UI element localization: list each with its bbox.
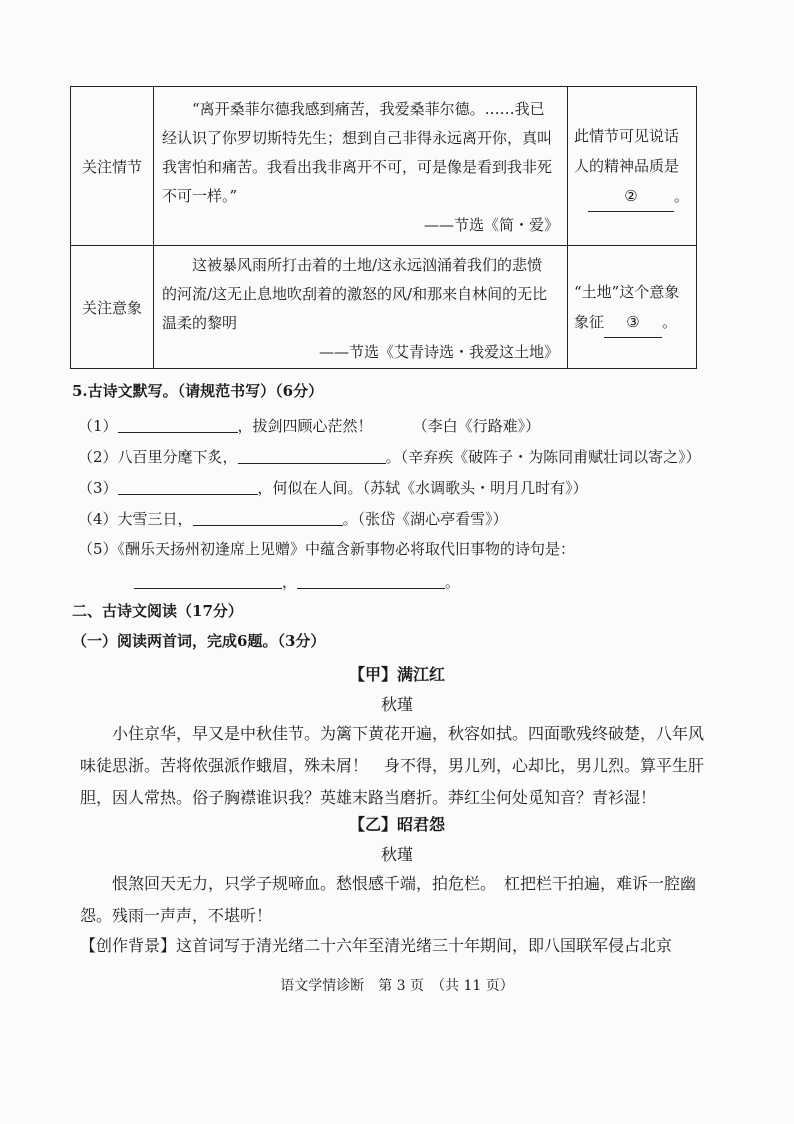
page-footer: 语文学情诊断 第 3 页 （共 11 页） bbox=[280, 978, 514, 994]
row-label: 关注意象 bbox=[71, 246, 154, 369]
section-title: 二、古诗文阅读（17分） bbox=[72, 602, 243, 620]
answer-blank[interactable]: ③ bbox=[604, 307, 662, 338]
passage-text: “离开桑菲尔德我感到痛苦，我爱桑菲尔德。……我已 经认识了你罗切斯特先生；想到自己非得永远离开你，真叫 我害怕和痛苦。我看出我非离开不可，可是像是看到我非死 不可一样。” bbox=[162, 100, 553, 205]
question-text: 此情节可见说话人的精神品质是 ② 。 bbox=[568, 121, 696, 212]
row-label: 关注情节 bbox=[71, 87, 154, 246]
passage-text: 这被暴风雨所打击着的土地/这永远汹涌着我们的悲愤 的河流/这无止息地吹刮着的激怒的风/和那来自林间的无比 温柔的黎明 bbox=[162, 255, 548, 332]
table-row bbox=[71, 87, 697, 246]
answer-blank[interactable] bbox=[297, 570, 445, 589]
poem-title: 【乙】昭君怨 bbox=[348, 815, 445, 834]
poem-author: 秋瑾 bbox=[380, 695, 413, 714]
poem-text: 恨煞回天无力，只学子规啼血。愁恨感千端，拍危栏。 杠把栏干拍遍，难诉一腔幽怨。残雨一声声，不堪听！ bbox=[80, 874, 697, 925]
recite-item-5: （5）《酬乐天扬州初逢席上见赠》中蕴含新事物必将取代旧事物的诗句是： bbox=[78, 540, 576, 558]
recite-item-2: （2）八百里分麾下炙， 。（辛弃疾《破阵子・为陈同甫赋壮词以寄之》） bbox=[78, 445, 701, 467]
passage-source: ——节选《艾青诗选・我爱这土地》 bbox=[318, 342, 559, 361]
recite-item-5-blanks: ， 。 bbox=[134, 570, 460, 592]
answer-blank[interactable] bbox=[134, 570, 282, 589]
recite-item-3: （3） ，何似在人间。（苏轼《水调歌头・明月几时有》） bbox=[78, 476, 588, 498]
answer-blank[interactable]: ② bbox=[588, 181, 674, 212]
answer-blank[interactable] bbox=[118, 476, 258, 495]
table-row bbox=[71, 246, 697, 369]
answer-blank[interactable] bbox=[193, 507, 343, 526]
creation-background: 【创作背景】这首词写于清光绪二十六年至清光绪三十年期间，即八国联军侵占北京 bbox=[80, 936, 673, 955]
subsection-title: （一）阅读两首词，完成6题。（3分） bbox=[72, 632, 326, 650]
passage-source: ——节选《简・爱》 bbox=[423, 216, 559, 234]
recite-item-4: （4）大雪三日， 。（张岱《湖心亭看雪》） bbox=[78, 507, 508, 529]
answer-blank[interactable] bbox=[238, 445, 386, 464]
analysis-table bbox=[70, 86, 697, 369]
recite-item-1: （1） ，拔剑四顾心茫然！ （李白《行路难》） bbox=[78, 414, 540, 436]
poem-title: 【甲】满江红 bbox=[348, 665, 445, 684]
answer-blank[interactable] bbox=[118, 414, 238, 433]
question-text: “土地”这个意象象征 ③ 。 bbox=[568, 277, 696, 338]
poem-author: 秋瑾 bbox=[380, 845, 413, 864]
question-title: 5.古诗文默写。（请规范书写）（6分） bbox=[72, 382, 324, 400]
poem-text: 小住京华，早又是中秋佳节。为篱下黄花开遍，秋容如拭。四面歌残终破楚，八年风味徒思浙。苦将侬强派作蛾眉，殊未屑！ 身不得，男儿列，心却比，男儿烈。算平生肝胆，因人常热。俗子胸襟谁识我？英雄末路当磨折。莽红尘何处觅知音？青衫湿！ bbox=[80, 724, 705, 807]
